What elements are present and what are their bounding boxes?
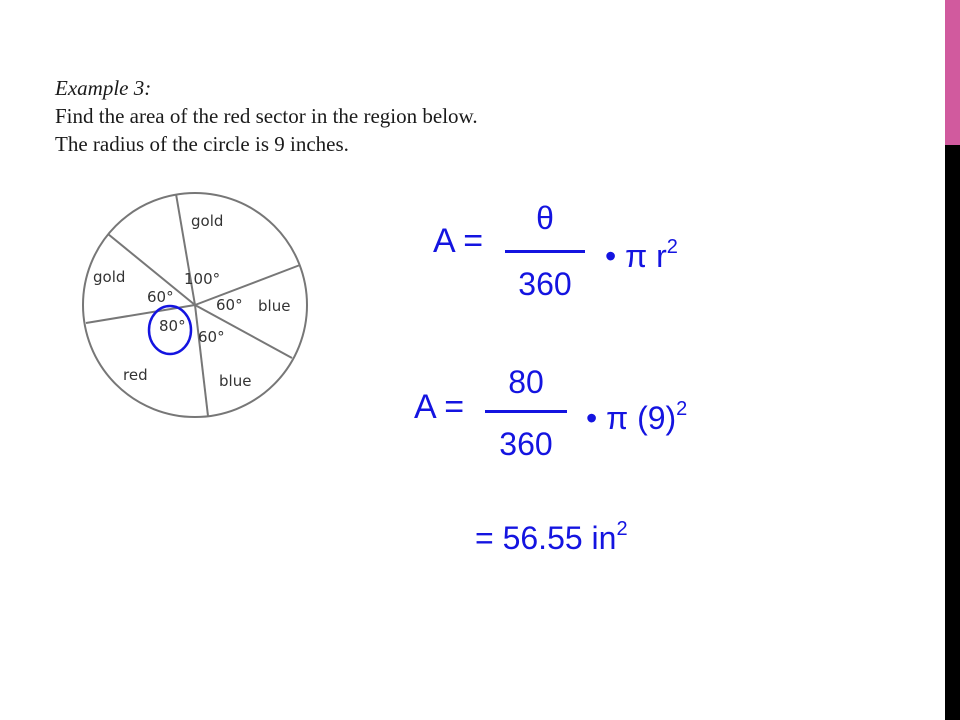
result-text: = 56.55 in [475, 520, 617, 556]
example-title: Example 3: [55, 76, 152, 100]
angle-60-right: 60° [216, 296, 243, 314]
angle-100: 100° [184, 270, 221, 288]
radius-line [176, 194, 195, 305]
angle-60-bottom: 60° [198, 328, 225, 346]
formula-rhs [605, 236, 678, 275]
formula-numerator: θ [536, 200, 554, 236]
formula-rhs-text: • π r [605, 238, 667, 274]
substituted-denominator: 360 [499, 426, 553, 462]
formula-lhs: A = [433, 222, 484, 260]
substituted-rhs [586, 398, 687, 437]
formula-rhs-exponent: 2 [666, 236, 678, 258]
substituted-numerator: 80 [508, 364, 544, 400]
substituted-rhs-text: • π (9) [586, 400, 677, 436]
formula-fraction-bar [505, 250, 585, 253]
side-bar [945, 145, 960, 720]
substituted-fraction-bar [485, 410, 567, 413]
example-line-2: The radius of the circle is 9 inches. [55, 132, 349, 156]
label-blue-bottom: blue [219, 372, 252, 390]
substituted-rhs-exponent: 2 [676, 398, 688, 420]
label-gold-top: gold [191, 212, 224, 230]
result [475, 518, 628, 557]
example-text [55, 74, 478, 158]
label-gold-left: gold [93, 268, 126, 286]
formula-denominator: 360 [518, 266, 572, 302]
accent-bar [945, 0, 960, 145]
radius-line [195, 305, 208, 416]
side-bar-divider [943, 0, 945, 720]
sector-circle-diagram [80, 190, 320, 430]
angle-60-left: 60° [147, 288, 174, 306]
substituted-lhs: A = [414, 388, 465, 426]
label-red: red [123, 366, 148, 384]
label-blue-right: blue [258, 297, 291, 315]
example-line-1: Find the area of the red sector in the region below. [55, 104, 478, 128]
result-exponent: 2 [616, 518, 628, 540]
angle-80: 80° [159, 317, 186, 335]
